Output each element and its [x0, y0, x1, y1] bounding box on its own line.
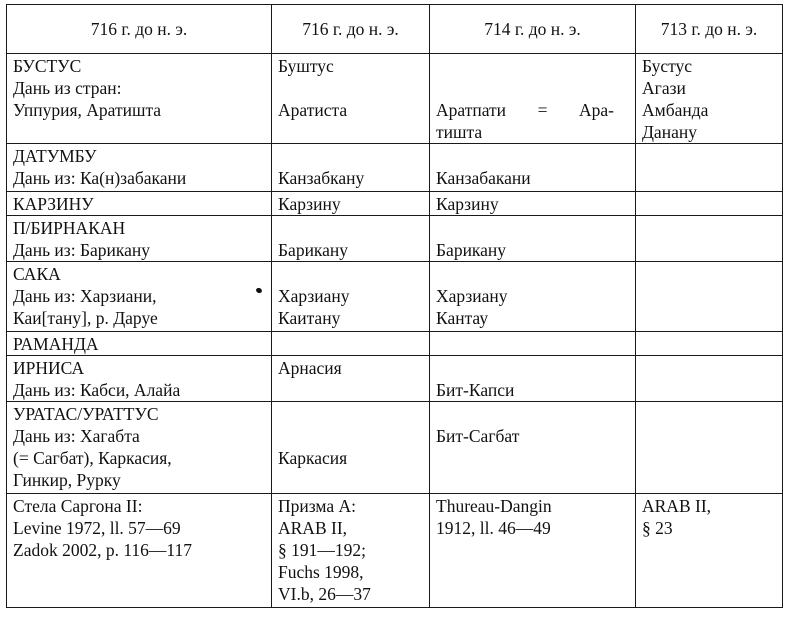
table-cell [7, 332, 272, 356]
table-cell [430, 402, 636, 494]
cell-line: П/БИРНАКАН [13, 218, 126, 238]
cell-line: Zadok 2002, p. 116—117 [13, 540, 193, 560]
cell-line: Levine 1972, ll. 57—69 [13, 518, 181, 538]
cell-line: ARAB II, [642, 496, 712, 516]
cell-line: Кантау [436, 308, 489, 328]
cell-line: Харзиану [436, 286, 508, 306]
header-cell: 713 г. до н. э. [636, 5, 783, 54]
header-cell: 714 г. до н. э. [430, 5, 636, 54]
header-cell: 716 г. до н. э. [272, 5, 430, 54]
cell-line: Стела Саргона II: [13, 496, 143, 516]
cell-line: Канзабакани [436, 168, 531, 188]
table-cell [636, 356, 783, 402]
table-cell [7, 494, 272, 608]
table-cell [272, 216, 430, 262]
table-row [7, 402, 783, 494]
cell-line: Призма А: [278, 496, 357, 516]
cell-line: Уппурия, Аратишта [13, 100, 162, 120]
cell-line: § 191—192; [278, 540, 366, 560]
cell-line: Данану [642, 122, 697, 142]
cell-line: Каи[тану], р. Даруе [13, 308, 158, 328]
cell-line: Бустус [642, 56, 693, 76]
cell-line: Дань из стран: [13, 78, 122, 98]
table-cell [272, 356, 430, 402]
table-cell [272, 144, 430, 192]
table-row [7, 54, 783, 144]
table-cell [636, 494, 783, 608]
cell-line: Дань из: Барикану [13, 240, 150, 260]
table-row [7, 144, 783, 192]
table-row [7, 192, 783, 216]
cell-line: УРАТАС/УРАТТУС [13, 404, 159, 424]
cell-line: 1912, ll. 46—49 [436, 518, 551, 538]
cell-word: Аратпати [436, 100, 507, 120]
cell-line: ARAB II, [278, 518, 348, 538]
header-row [7, 5, 783, 54]
table-cell [430, 144, 636, 192]
table-cell [430, 216, 636, 262]
cell-line: Дань из: Кабси, Алайа [13, 380, 181, 400]
table-cell [636, 54, 783, 144]
cell-line: Агази [642, 78, 686, 98]
table-cell [272, 54, 430, 144]
cell-line: РАМАНДА [13, 334, 99, 354]
table-row [7, 494, 783, 608]
cell-line: (= Сагбат), Каркасия, [13, 448, 172, 468]
table-cell [636, 216, 783, 262]
table-row [7, 262, 783, 332]
table-cell [636, 192, 783, 216]
table-cell [430, 54, 636, 144]
cell-line: тишта [436, 122, 483, 142]
cell-line: § 23 [642, 518, 673, 538]
table-cell [272, 402, 430, 494]
cell-line: Амбанда [642, 100, 709, 120]
table-cell [272, 332, 430, 356]
cell-line: Каркасия [278, 448, 348, 468]
header-cell: 716 г. до н. э. [7, 5, 272, 54]
cell-line: Барикану [436, 240, 507, 260]
table-row [7, 356, 783, 402]
cell-line: Бит-Сагбат [436, 426, 520, 446]
table-cell [7, 356, 272, 402]
cell-line: САКА [13, 264, 61, 284]
table-cell [636, 332, 783, 356]
cell-line: Fuchs 1998, [278, 562, 364, 582]
cell-line: Thureau-Dangin [436, 496, 552, 516]
cell-line: Арнасия [278, 358, 342, 378]
table-cell [636, 262, 783, 332]
cell-line: Дань из: Ка(н)забакани [13, 168, 187, 188]
table-row [7, 216, 783, 262]
cell-line: Карзину [278, 194, 341, 214]
cell-line: БУСТУС [13, 56, 82, 76]
table-cell [430, 262, 636, 332]
table-row [7, 332, 783, 356]
cell-line: Карзину [436, 194, 499, 214]
table-cell [272, 192, 430, 216]
cell-line: Каитану [278, 308, 341, 328]
cell-line: КАРЗИНУ [13, 194, 94, 214]
table-cell [430, 192, 636, 216]
table-cell [636, 144, 783, 192]
cell-line: Канзабкану [278, 168, 365, 188]
cell-line: Аратиста [278, 100, 348, 120]
cell-line: Барикану [278, 240, 349, 260]
table-cell [7, 262, 272, 332]
table-cell [7, 216, 272, 262]
table-cell [430, 494, 636, 608]
table-cell [430, 356, 636, 402]
table-cell [7, 192, 272, 216]
chronology-table [6, 4, 783, 608]
table-cell [272, 494, 430, 608]
cell-word: Ара- [579, 100, 614, 120]
table-cell [272, 262, 430, 332]
cell-line: Харзиану [278, 286, 350, 306]
cell-word: = [537, 100, 548, 120]
table-cell [430, 332, 636, 356]
cell-line-justified [436, 99, 614, 121]
table-cell [7, 144, 272, 192]
cell-line: Буштус [278, 56, 334, 76]
cell-line: Бит-Капси [436, 380, 515, 400]
cell-line: Гинкир, Рурку [13, 470, 121, 490]
table-cell [7, 54, 272, 144]
cell-line: Дань из: Хагабта [13, 426, 140, 446]
table-cell [7, 402, 272, 494]
cell-line: Дань из: Харзиани, [13, 286, 157, 306]
cell-line: ДАТУМБУ [13, 146, 97, 166]
cell-line: VI.b, 26—37 [278, 584, 371, 604]
table-cell [636, 402, 783, 494]
cell-line: ИРНИСА [13, 358, 85, 378]
